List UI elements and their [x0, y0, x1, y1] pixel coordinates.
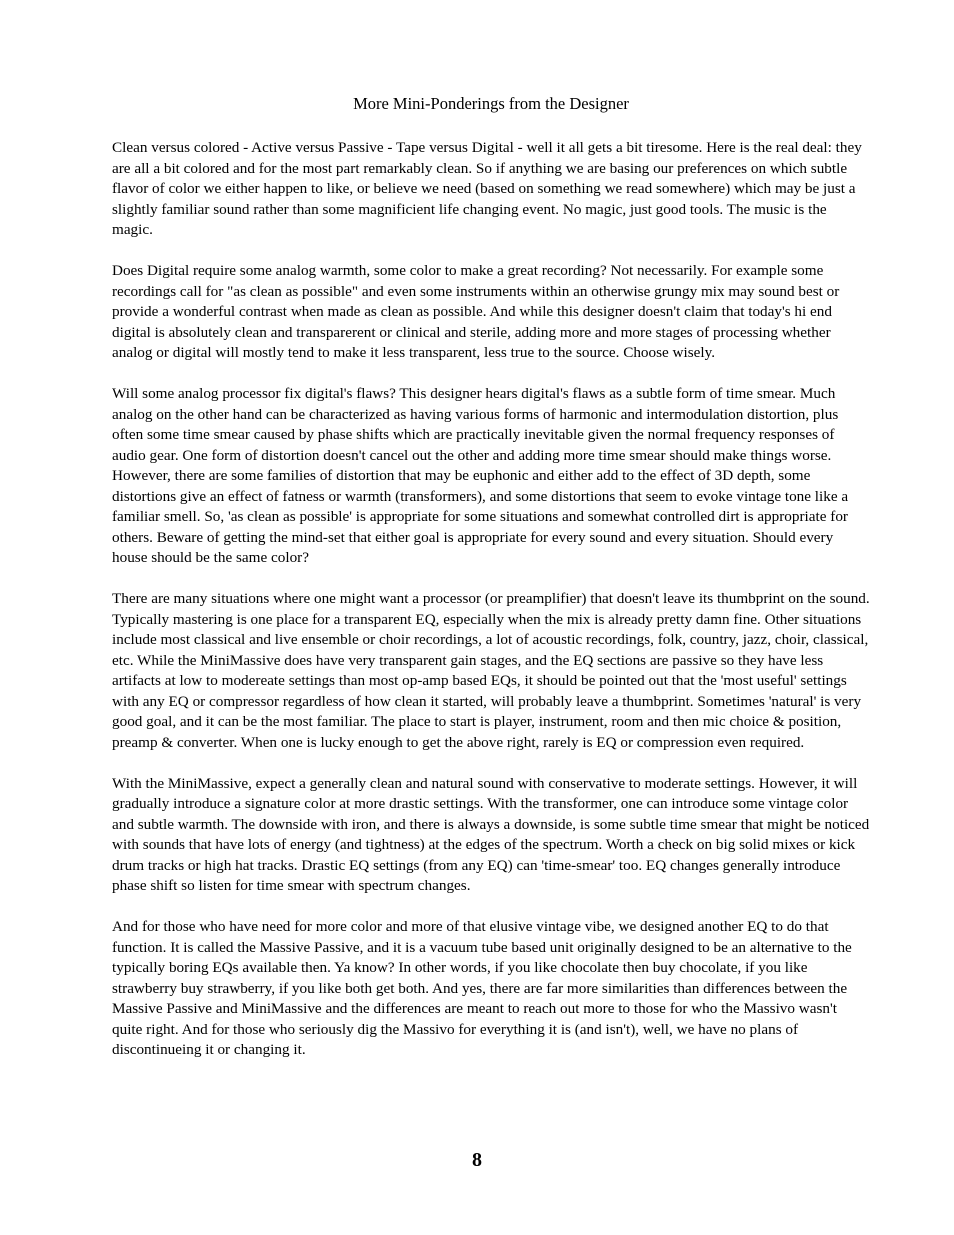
document-page	[112, 94, 870, 1061]
page-title: More Mini-Ponderings from the Designer	[353, 94, 629, 113]
page-number: 8	[472, 1149, 482, 1171]
paragraph-clean-versus-colored: Clean versus colored - Active versus Passive - Tape versus Digital - well it all gets a bit tiresome. Here is the real deal: they are all a bit colored and for the most part remarkably clean. So if anything we are basing our preferences on which subtle flavor of color we either happen to like, or believe we need (based on something we read somewhere) which may be just a slightly familiar sound rather than some magnificient life changing event. No magic, just good tools. The music is the magic.	[112, 139, 862, 238]
paragraph-analog-fix-digital: Will some analog processor fix digital's flaws? This designer hears digital's flaws as a subtle form of time smear. Much analog on the other hand can be characterized as having various forms of harmonic and intermodulation distortion, plus often some time smear caused by phase shifts which are practically inevitable given the normal frequency responses of audio gear. One form of distortion doesn't cancel out the other and adding more time smear should make things worse. However, there are some families of distortion that may be euphonic and either add to the effect of 3D depth, some distortions give an effect of fatness or warmth (transformers), and some distortions that seem to evoke vintage tone like a familiar smell. So, 'as clean as possible' is appropriate for some situations and somewhat controlled dirt is appropriate for others. Beware of getting the mind-set that either goal is appropriate for every sound and every situation. Should every house should be the same color?	[112, 385, 849, 566]
paragraph-massive-passive: And for those who have need for more color and more of that elusive vintage vibe, we designed another EQ to do that function. It is called the Massive Passive, and it is a vacuum tube based unit originally designed to be an alternative to the typically boring EQs available then. Ya know? In other words, if you like chocolate then buy chocolate, if you like strawberry buy strawberry, if you like both get both. And yes, there are far more similarities than differences between the Massive Passive and MiniMassive and the differences are meant to reach out more to those for who the Massivo wasn't quite right. And for those who seriously dig the Massivo for everything it is (and isn't), well, we have no plans of discontinueing it or changing it.	[112, 918, 852, 1058]
paragraph-transparent-processor: There are many situations where one might want a processor (or preamplifier) that doesn't leave its thumbprint on the sound. Typically mastering is one place for a transparent EQ, especially when the mix is already pretty damn fine. Other situations include most classical and live ensemble or choir recordings, a lot of acoustic recordings, folk, country, jazz, choir, classical, etc. While the MiniMassive does have very transparent gain stages, and the EQ sections are passive so they have less artifacts at low to modereate settings than most op-amp based EQs, it should be pointed out that the 'most useful' settings with any EQ or compressor regardless of how clean it started, will probably leave a thumbprint. Sometimes 'natural' is very good goal, and it can be the most familiar. The place to start is player, instrument, room and then mic choice & position, preamp & converter. When one is lucky enough to get the above right, rarely is EQ or compression even required.	[112, 590, 870, 751]
paragraph-digital-analog-warmth: Does Digital require some analog warmth, some color to make a great recording? Not necessarily. For example some recordings call for "as clean as possible" and even some instruments within an otherwise grungy mix may sound best or provide a wonderful contrast when made as clean as possible. And while this designer doesn't claim that today's hi end digital is absolutely clean and transparerent or clinical and sterile, adding more and more stages of processing whether analog or digital will mostly tend to make it less transparent, less true to the source. Choose wisely.	[112, 262, 840, 361]
paragraph-minimassive-sound: With the MiniMassive, expect a generally clean and natural sound with conservative to moderate settings. However, it will gradually introduce a signature color at more drastic settings. With the transformer, one can introduce some vintage color and subtle warmth. The downside with iron, and there is always a downside, is some subtle time smear that might be noticed with sounds that have lots of energy (and tightness) at the edges of the spectrum. Worth a check on big solid mixes or kick drum tracks or high hat tracks. Drastic EQ settings (from any EQ) can 'time-smear' too. EQ changes generally introduce phase shift so listen for time smear with spectrum changes.	[112, 774, 870, 894]
